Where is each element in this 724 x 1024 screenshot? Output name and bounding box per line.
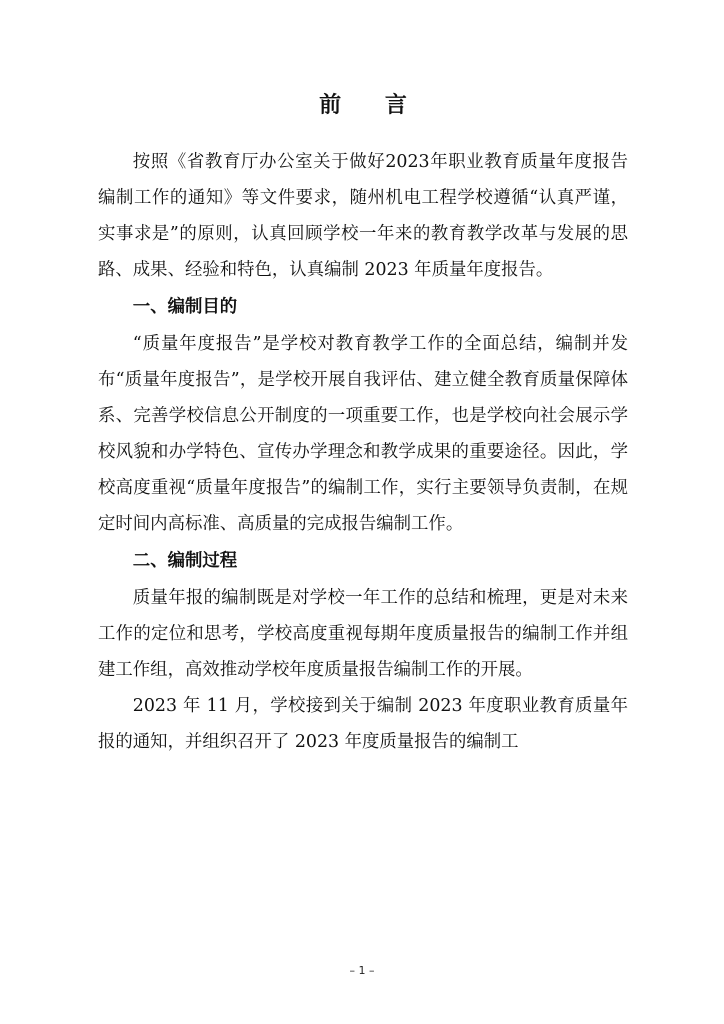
process-paragraph-1: 质量年报的编制既是对学校一年工作的总结和梳理，更是对未来工作的定位和思考，学校高度重视每期年度质量报告的编制工作并组建工作组，高效推动学校年度质量报告编制工作的开展。	[98, 588, 628, 680]
section-heading-process: 二、编制过程	[132, 551, 238, 571]
page-number: – 1 –	[349, 964, 375, 977]
purpose-paragraph: “质量年度报告”是学校对教育教学工作的全面总结，编制并发布“质量年度报告”，是学校开展自我评估、建立健全教育质量保障体系、完善学校信息公开制度的一项重要工作，也是学校向社会展示学校风貌和办学特色、宣传办学理念和教学成果的重要途径。因此，学校高度重视“质量年度报告”的编制工作，实行主要领导负责制，在规定时间内高标准、高质量的完成报告编制工作。	[98, 334, 628, 534]
page-content	[98, 88, 628, 760]
intro-paragraph: 按照《省教育厅办公室关于做好2023年职业教育质量年度报告编制工作的通知》等文件要求，随州机电工程学校遵循“认真严谨，实事求是”的原则，认真回顾学校一年来的教育教学改革与发展的思路、成果、经验和特色，认真编制 2023 年质量年度报告。	[98, 152, 628, 280]
page-title: 前 言	[319, 93, 425, 118]
section-heading-purpose: 一、编制目的	[132, 297, 238, 317]
process-paragraph-2: 2023 年 11 月，学校接到关于编制 2023 年度职业教育质量年报的通知，并组织召开了 2023 年度质量报告的编制工	[98, 696, 628, 752]
